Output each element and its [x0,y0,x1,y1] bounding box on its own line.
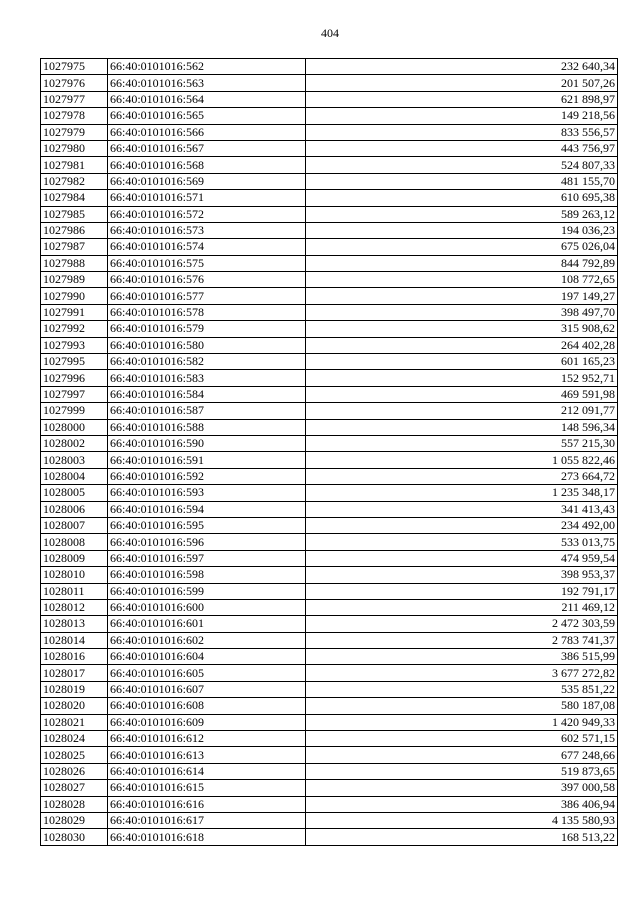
row-id-cell: 1027989 [41,272,108,288]
table-body [41,59,618,846]
cadastral-number-cell: 66:40:0101016:582 [108,354,306,370]
value-cell: 469 591,98 [306,386,618,402]
cadastral-number-cell: 66:40:0101016:592 [108,468,306,484]
cadastral-number-cell: 66:40:0101016:565 [108,108,306,124]
value-cell: 533 013,75 [306,534,618,550]
table-row [41,272,618,288]
value-cell: 844 792,89 [306,255,618,271]
value-cell: 192 791,17 [306,583,618,599]
value-cell: 602 571,15 [306,731,618,747]
table-row [41,567,618,583]
table-row [41,124,618,140]
value-cell: 386 515,99 [306,649,618,665]
row-id-cell: 1028027 [41,780,108,796]
cadastral-number-cell: 66:40:0101016:575 [108,255,306,271]
row-id-cell: 1028007 [41,517,108,533]
value-cell: 194 036,23 [306,222,618,238]
row-id-cell: 1027979 [41,124,108,140]
value-cell: 341 413,43 [306,501,618,517]
value-cell: 273 664,72 [306,468,618,484]
row-id-cell: 1028014 [41,632,108,648]
table-row [41,288,618,304]
value-cell: 443 756,97 [306,140,618,156]
table-row [41,173,618,189]
cadastral-number-cell: 66:40:0101016:616 [108,796,306,812]
table-row [41,763,618,779]
table-row [41,796,618,812]
table-row [41,59,618,75]
row-id-cell: 1028024 [41,731,108,747]
cadastral-number-cell: 66:40:0101016:608 [108,698,306,714]
cadastral-number-cell: 66:40:0101016:572 [108,206,306,222]
table-row [41,157,618,173]
cadastral-number-cell: 66:40:0101016:584 [108,386,306,402]
row-id-cell: 1028017 [41,665,108,681]
cadastral-number-cell: 66:40:0101016:563 [108,75,306,91]
value-cell: 232 640,34 [306,59,618,75]
value-cell: 589 263,12 [306,206,618,222]
row-id-cell: 1028003 [41,452,108,468]
cadastral-number-cell: 66:40:0101016:601 [108,616,306,632]
cadastral-number-cell: 66:40:0101016:605 [108,665,306,681]
table-row [41,714,618,730]
value-cell: 211 469,12 [306,599,618,615]
table-row [41,632,618,648]
cadastral-number-cell: 66:40:0101016:595 [108,517,306,533]
value-cell: 535 851,22 [306,681,618,697]
row-id-cell: 1027991 [41,304,108,320]
table-row [41,616,618,632]
cadastral-number-cell: 66:40:0101016:573 [108,222,306,238]
cadastral-number-cell: 66:40:0101016:598 [108,567,306,583]
cadastral-number-cell: 66:40:0101016:566 [108,124,306,140]
value-cell: 201 507,26 [306,75,618,91]
row-id-cell: 1027978 [41,108,108,124]
table-row [41,583,618,599]
row-id-cell: 1028020 [41,698,108,714]
table-row [41,222,618,238]
row-id-cell: 1027977 [41,91,108,107]
table-row [41,75,618,91]
row-id-cell: 1028013 [41,616,108,632]
value-cell: 833 556,57 [306,124,618,140]
row-id-cell: 1027980 [41,140,108,156]
table-row [41,681,618,697]
row-id-cell: 1027981 [41,157,108,173]
value-cell: 212 091,77 [306,403,618,419]
value-cell: 601 165,23 [306,354,618,370]
value-cell: 398 953,37 [306,567,618,583]
table-row [41,747,618,763]
row-id-cell: 1027996 [41,370,108,386]
cadastral-number-cell: 66:40:0101016:617 [108,812,306,828]
table-row [41,780,618,796]
row-id-cell: 1027984 [41,190,108,206]
value-cell: 677 248,66 [306,747,618,763]
value-cell: 2 472 303,59 [306,616,618,632]
cadastral-number-cell: 66:40:0101016:579 [108,321,306,337]
cadastral-number-cell: 66:40:0101016:593 [108,485,306,501]
value-cell: 149 218,56 [306,108,618,124]
table-row [41,386,618,402]
data-table [40,58,618,846]
cadastral-number-cell: 66:40:0101016:599 [108,583,306,599]
cadastral-number-cell: 66:40:0101016:591 [108,452,306,468]
table-row [41,419,618,435]
value-cell: 610 695,38 [306,190,618,206]
row-id-cell: 1028002 [41,435,108,451]
cadastral-number-cell: 66:40:0101016:580 [108,337,306,353]
row-id-cell: 1028011 [41,583,108,599]
row-id-cell: 1028028 [41,796,108,812]
row-id-cell: 1028000 [41,419,108,435]
row-id-cell: 1028008 [41,534,108,550]
cadastral-number-cell: 66:40:0101016:609 [108,714,306,730]
row-id-cell: 1028006 [41,501,108,517]
row-id-cell: 1028021 [41,714,108,730]
value-cell: 2 783 741,37 [306,632,618,648]
cadastral-number-cell: 66:40:0101016:590 [108,435,306,451]
value-cell: 3 677 272,82 [306,665,618,681]
table-row [41,468,618,484]
row-id-cell: 1028004 [41,468,108,484]
table-row [41,108,618,124]
cadastral-number-cell: 66:40:0101016:602 [108,632,306,648]
table-row [41,435,618,451]
cadastral-number-cell: 66:40:0101016:577 [108,288,306,304]
value-cell: 168 513,22 [306,829,618,845]
table-row [41,517,618,533]
table-row [41,140,618,156]
row-id-cell: 1027999 [41,403,108,419]
table-row [41,812,618,828]
row-id-cell: 1028012 [41,599,108,615]
cadastral-number-cell: 66:40:0101016:587 [108,403,306,419]
value-cell: 234 492,00 [306,517,618,533]
table-row [41,354,618,370]
value-cell: 152 952,71 [306,370,618,386]
row-id-cell: 1028005 [41,485,108,501]
value-cell: 4 135 580,93 [306,812,618,828]
row-id-cell: 1027992 [41,321,108,337]
cadastral-number-cell: 66:40:0101016:615 [108,780,306,796]
table-row [41,321,618,337]
table-row [41,550,618,566]
row-id-cell: 1027986 [41,222,108,238]
row-id-cell: 1028030 [41,829,108,845]
row-id-cell: 1027985 [41,206,108,222]
row-id-cell: 1027993 [41,337,108,353]
cadastral-number-cell: 66:40:0101016:576 [108,272,306,288]
value-cell: 315 908,62 [306,321,618,337]
value-cell: 108 772,65 [306,272,618,288]
value-cell: 1 235 348,17 [306,485,618,501]
row-id-cell: 1027975 [41,59,108,75]
table-row [41,255,618,271]
value-cell: 675 026,04 [306,239,618,255]
value-cell: 386 406,94 [306,796,618,812]
table-row [41,206,618,222]
row-id-cell: 1028019 [41,681,108,697]
table-row [41,501,618,517]
row-id-cell: 1028025 [41,747,108,763]
value-cell: 557 215,30 [306,435,618,451]
row-id-cell: 1028016 [41,649,108,665]
cadastral-number-cell: 66:40:0101016:571 [108,190,306,206]
value-cell: 264 402,28 [306,337,618,353]
row-id-cell: 1027982 [41,173,108,189]
table-row [41,337,618,353]
table-row [41,599,618,615]
value-cell: 474 959,54 [306,550,618,566]
cadastral-number-cell: 66:40:0101016:600 [108,599,306,615]
cadastral-number-cell: 66:40:0101016:612 [108,731,306,747]
page-number: 404 [321,26,339,40]
cadastral-number-cell: 66:40:0101016:574 [108,239,306,255]
table-row [41,731,618,747]
cadastral-number-cell: 66:40:0101016:588 [108,419,306,435]
cadastral-number-cell: 66:40:0101016:618 [108,829,306,845]
table-row [41,91,618,107]
table-row [41,534,618,550]
table-row [41,304,618,320]
value-cell: 1 055 822,46 [306,452,618,468]
cadastral-number-cell: 66:40:0101016:583 [108,370,306,386]
row-id-cell: 1028026 [41,763,108,779]
table-row [41,665,618,681]
value-cell: 397 000,58 [306,780,618,796]
table-row [41,190,618,206]
row-id-cell: 1027997 [41,386,108,402]
cadastral-number-cell: 66:40:0101016:613 [108,747,306,763]
table-row [41,829,618,845]
row-id-cell: 1028029 [41,812,108,828]
value-cell: 524 807,33 [306,157,618,173]
table-row [41,485,618,501]
row-id-cell: 1027976 [41,75,108,91]
table-row [41,698,618,714]
value-cell: 621 898,97 [306,91,618,107]
value-cell: 197 149,27 [306,288,618,304]
table-row [41,370,618,386]
table-row [41,403,618,419]
value-cell: 1 420 949,33 [306,714,618,730]
row-id-cell: 1027988 [41,255,108,271]
table-row [41,239,618,255]
value-cell: 398 497,70 [306,304,618,320]
cadastral-number-cell: 66:40:0101016:567 [108,140,306,156]
table-row [41,649,618,665]
row-id-cell: 1028009 [41,550,108,566]
value-cell: 148 596,34 [306,419,618,435]
cadastral-number-cell: 66:40:0101016:578 [108,304,306,320]
row-id-cell: 1027987 [41,239,108,255]
cadastral-number-cell: 66:40:0101016:562 [108,59,306,75]
row-id-cell: 1027990 [41,288,108,304]
cadastral-number-cell: 66:40:0101016:604 [108,649,306,665]
cadastral-number-cell: 66:40:0101016:568 [108,157,306,173]
table-row [41,452,618,468]
cadastral-number-cell: 66:40:0101016:614 [108,763,306,779]
value-cell: 519 873,65 [306,763,618,779]
value-cell: 481 155,70 [306,173,618,189]
row-id-cell: 1027995 [41,354,108,370]
cadastral-number-cell: 66:40:0101016:594 [108,501,306,517]
row-id-cell: 1028010 [41,567,108,583]
cadastral-number-cell: 66:40:0101016:607 [108,681,306,697]
cadastral-number-cell: 66:40:0101016:597 [108,550,306,566]
value-cell: 580 187,08 [306,698,618,714]
cadastral-number-cell: 66:40:0101016:569 [108,173,306,189]
cadastral-number-cell: 66:40:0101016:596 [108,534,306,550]
cadastral-number-cell: 66:40:0101016:564 [108,91,306,107]
